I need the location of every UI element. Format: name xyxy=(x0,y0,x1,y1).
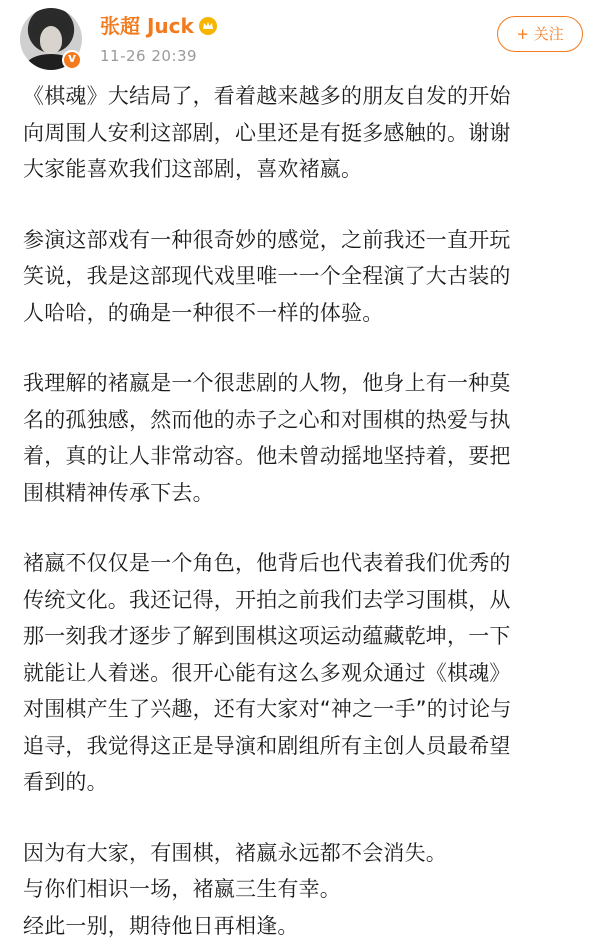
post-paragraph: 褚嬴不仅仅是一个角色，他背后也代表着我们优秀的 传统文化。我还记得，开拍之前我们去学习围棋，从 那一刻我才逐步了解到围棋这项运动蕴藏乾坤，一下 就能让人着迷。很开心能有这么多观众通过《棋魂》 对围棋产生了兴趣，还有大家对“神之一手”的讨论与 追寻，我觉得这正是导演和剧组所有主创人员最希望 看到的。 xyxy=(23,545,578,801)
follow-button[interactable]: + 关注 xyxy=(497,16,583,52)
post-timestamp: 11-26 20:39 xyxy=(100,46,197,66)
post-header xyxy=(0,0,600,80)
post-paragraph: 参演这部戏有一种很奇妙的感觉，之前我还一直开玩 笑说，我是这部现代戏里唯一一个全程演了大古装的 人哈哈，的确是一种很不一样的体验。 xyxy=(23,222,578,332)
post-paragraph: 《棋魂》大结局了，看着越来越多的朋友自发的开始 向周围人安利这部剧，心里还是有挺多感触的。谢谢 大家能喜欢我们这部剧，喜欢褚嬴。 xyxy=(23,78,578,188)
post-paragraph: 我理解的褚嬴是一个很悲剧的人物，他身上有一种莫 名的孤独感，然而他的赤子之心和对围棋的热爱与执 着，真的让人非常动容。他未曾动摇地坚持着，要把 围棋精神传承下去。 xyxy=(23,365,578,511)
username-row[interactable] xyxy=(100,12,218,40)
post-content xyxy=(23,78,578,944)
post-paragraph: 因为有大家，有围棋，褚嬴永远都不会消失。 与你们相识一场，褚嬴三生有幸。 经此一别，期待他日再相逢。 xyxy=(23,835,578,944)
username[interactable]: 张超 Juck xyxy=(100,14,194,38)
verified-badge-icon xyxy=(62,50,82,70)
avatar-face xyxy=(40,26,62,54)
vip-crown-icon xyxy=(198,16,218,36)
